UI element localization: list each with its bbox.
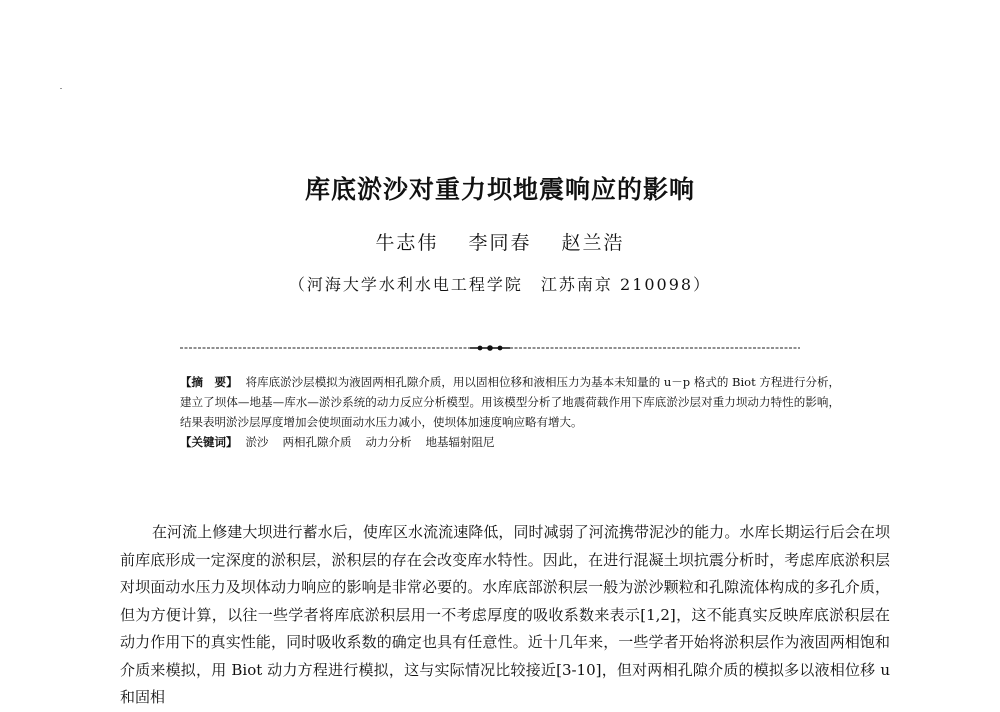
author-2: 李同春	[468, 232, 532, 254]
abstract-text: 将库底淤沙层模拟为液固两相孔隙介质，用以固相位移和液相压力为基本未知量的 u－p 格式的 Biot 方程进行分析，建立了坝体—地基—库水—淤沙系统的动力反应分析模型。用该模型分析了地震荷载作用下库底淤沙层对重力坝动力特性的影响，结果表明淤沙层厚度增加会使坝面动水压力减小，使坝体加速度响应略有增大。	[180, 375, 841, 429]
ornamental-divider	[180, 344, 800, 352]
keyword-item: 两相孔隙介质	[282, 435, 352, 449]
affiliation	[0, 272, 1000, 295]
keyword-item: 动力分析	[365, 435, 412, 449]
keywords-line	[180, 432, 840, 452]
abstract-label: 【摘 要】	[180, 375, 238, 389]
author-1: 牛志伟	[375, 232, 439, 254]
affiliation-institution: （河海大学水利水电工程学院	[288, 275, 523, 294]
keyword-item: 地基辐射阻尼	[425, 435, 495, 449]
keyword-item: 淤沙	[245, 435, 269, 449]
author-3: 赵兰浩	[561, 232, 625, 254]
abstract-block	[180, 372, 840, 452]
scan-speck	[60, 88, 62, 89]
affiliation-postcode: 210098）	[620, 275, 712, 294]
abstract-paragraph	[180, 372, 840, 432]
paper-title: 库底淤沙对重力坝地震响应的影响	[304, 175, 695, 204]
affiliation-city: 江苏南京	[540, 275, 613, 294]
body-paragraph: 在河流上修建大坝进行蓄水后，使库区水流流速降低，同时减弱了河流携带泥沙的能力。水库长期运行后会在坝前库底形成一定深度的淤积层，淤积层的存在会改变库水特性。因此，在进行混凝土坝抗震分析时，考虑库底淤积层对坝面动水压力及坝体动力响应的影响是非常必要的。水库底部淤积层一般为淤沙颗粒和孔隙流体构成的多孔介质，但为方便计算，以往一些学者将库底淤积层用一不考虑厚度的吸收系数来表示[1,2]，这不能真实反映库底淤积层在动力作用下的真实性能，同时吸收系数的确定也具有任意性。近十几年来，一些学者开始将淤积层作为液固两相饱和介质来模拟，用 Biot 动力方程进行模拟，这与实际情况比较接近[3-10]，但对两相孔隙介质的模拟多以液相位移 u 和固相	[120, 523, 890, 706]
author-list	[0, 228, 1000, 255]
body-text	[120, 519, 890, 712]
keywords-label: 【关键词】	[180, 435, 238, 449]
